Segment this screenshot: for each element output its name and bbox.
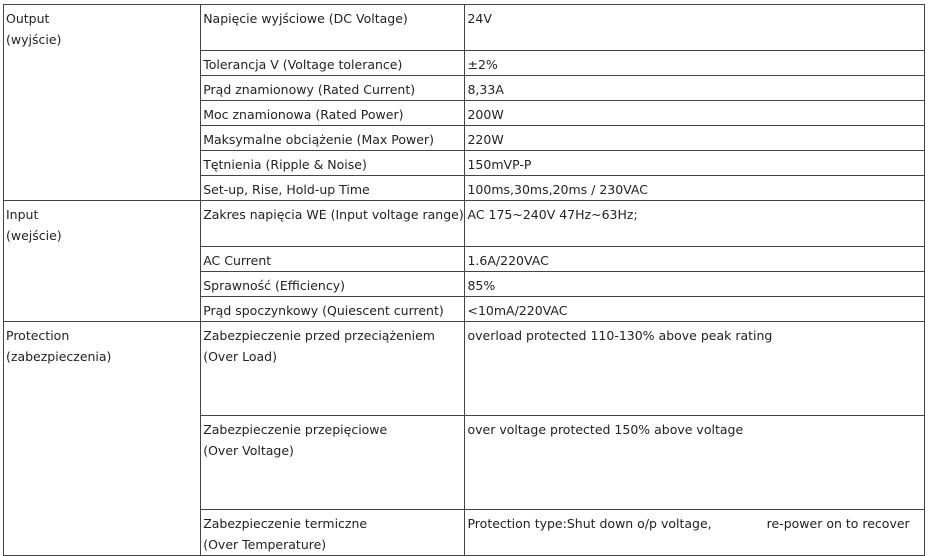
row-value: 1.6A/220VAC (465, 247, 925, 272)
section-name-pl: (wyjście) (6, 32, 62, 47)
section-name: Output (6, 11, 50, 26)
row-label: Prąd znamionowy (Rated Current) (201, 76, 465, 101)
row-value: <10mA/220VAC (465, 297, 925, 322)
row-label: Moc znamionowa (Rated Power) (201, 101, 465, 126)
row-label: Maksymalne obciążenie (Max Power) (201, 126, 465, 151)
table-row (4, 322, 925, 416)
row-value: 150mVP-P (465, 151, 925, 176)
row-label: Sprawność (Efficiency) (201, 272, 465, 297)
section-cell-output (4, 5, 201, 201)
table-row (4, 5, 925, 51)
row-label: Napięcie wyjściowe (DC Voltage) (201, 5, 465, 51)
row-value: overload protected 110-130% above peak rating (465, 322, 925, 416)
row-value: 85% (465, 272, 925, 297)
row-label-en: (Over Load) (203, 349, 277, 364)
row-label-en: (Over Temperature) (203, 537, 327, 552)
spec-table (3, 4, 925, 556)
row-value: 220W (465, 126, 925, 151)
row-label: Tolerancja V (Voltage tolerance) (201, 51, 465, 76)
row-label (201, 416, 465, 510)
row-label: AC Current (201, 247, 465, 272)
row-value: over voltage protected 150% above voltage (465, 416, 925, 510)
row-label: Set-up, Rise, Hold-up Time (201, 176, 465, 201)
row-label (201, 322, 465, 416)
row-label: Prąd spoczynkowy (Quiescent current) (201, 297, 465, 322)
row-label: Tętnienia (Ripple & Noise) (201, 151, 465, 176)
row-value: AC 175~240V 47Hz~63Hz; (465, 201, 925, 247)
row-label-pl: Zabezpieczenie przed przeciążeniem (203, 328, 435, 343)
row-value: 8,33A (465, 76, 925, 101)
section-cell-input (4, 201, 201, 322)
row-value-part2: re-power on to recover (766, 516, 910, 531)
row-label-en: (Over Voltage) (203, 443, 294, 458)
row-value: 100ms,30ms,20ms / 230VAC (465, 176, 925, 201)
row-label: Zakres napięcia WE (Input voltage range) (201, 201, 465, 247)
section-name: Input (6, 207, 39, 222)
section-name-pl: (wejście) (6, 228, 62, 243)
row-label-pl: Zabezpieczenie termiczne (203, 516, 368, 531)
row-value: ±2% (465, 51, 925, 76)
table-row (4, 201, 925, 247)
row-value-part1: Protection type:Shut down o/p voltage, (467, 516, 712, 531)
row-label-pl: Zabezpieczenie przepięciowe (203, 422, 388, 437)
row-value: 24V (465, 5, 925, 51)
section-cell-protection (4, 322, 201, 556)
section-name: Protection (6, 328, 70, 343)
row-value: 200W (465, 101, 925, 126)
section-name-pl: (zabezpieczenia) (6, 349, 112, 364)
